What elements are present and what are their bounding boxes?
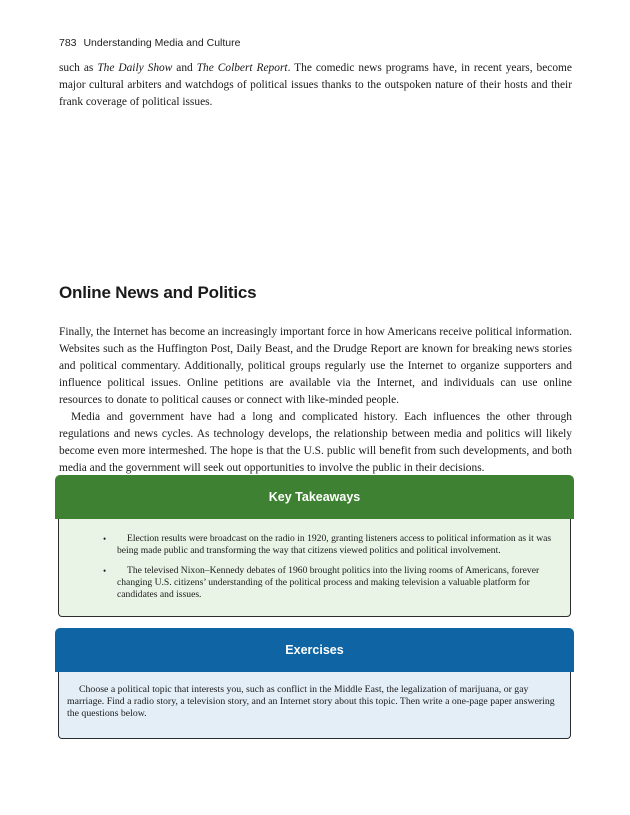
body-paragraph-2: Media and government have had a long and complicated history. Each influences the other through regulations and news cycles. As technology develops, the relationship between media and politics will likely become even more intermeshed. The hope is that the U.S. public will benefit from such developments, and both media and the government will seek out opportunities to involve the public in their decisions.: [59, 411, 572, 474]
section-title: Online News and Politics: [59, 283, 257, 302]
key-takeaways-box: [55, 475, 574, 617]
bullet-icon: •: [103, 566, 107, 576]
intro-text: such as: [59, 62, 98, 74]
show-title-daily-show: The Daily Show: [97, 62, 173, 74]
page-number: 783: [59, 37, 77, 49]
running-head: [59, 37, 240, 49]
takeaway-text: Election results were broadcast on the radio in 1920, granting listeners access to political information as it was being made public and transforming the way that citizens viewed politics and political involvement.: [117, 533, 552, 556]
list-item: [103, 533, 556, 557]
intro-text: . The comedic news programs have, in recent years, become major cultural arbiters and watchdogs of political issues thanks to the outspoken nature of their hosts and their frank coverage of political issues.: [59, 62, 572, 108]
intro-text: and: [172, 62, 197, 74]
key-takeaways-list: [103, 533, 556, 601]
bullet-icon: •: [103, 534, 107, 544]
takeaway-text: The televised Nixon–Kennedy debates of 1960 brought politics into the living rooms of Americans, forever changing U.S. citizens’ understanding of the political process and making television a valuable platform for candidates and issues.: [117, 565, 540, 600]
key-takeaways-body: [58, 519, 571, 617]
book-title: Understanding Media and Culture: [83, 37, 241, 49]
exercises-box: [55, 628, 574, 739]
key-takeaways-header: Key Takeaways: [55, 475, 574, 519]
exercises-body: [58, 672, 571, 739]
list-item: [103, 565, 556, 601]
exercises-header: Exercises: [55, 628, 574, 672]
body-paragraph-1: Finally, the Internet has become an increasingly important force in how Americans receive political information. Websites such as the Huffington Post, Daily Beast, and the Drudge Report are known for breaking news stories and political commentary. Additionally, political groups regularly use the Internet to organize supporters and influence political issues. Online petitions are available via the Internet, and individuals can use online resources to donate to political causes or connect with like-minded people.: [59, 326, 572, 406]
exercise-text: Choose a political topic that interests you, such as conflict in the Middle East, the legalization of marijuana, or gay marriage. Find a radio story, a television story, and an Internet story about this topic. Then write a one-page paper answering the questions below.: [67, 684, 555, 719]
show-title-colbert-report: The Colbert Report: [196, 62, 288, 74]
intro-paragraph: [59, 60, 572, 111]
